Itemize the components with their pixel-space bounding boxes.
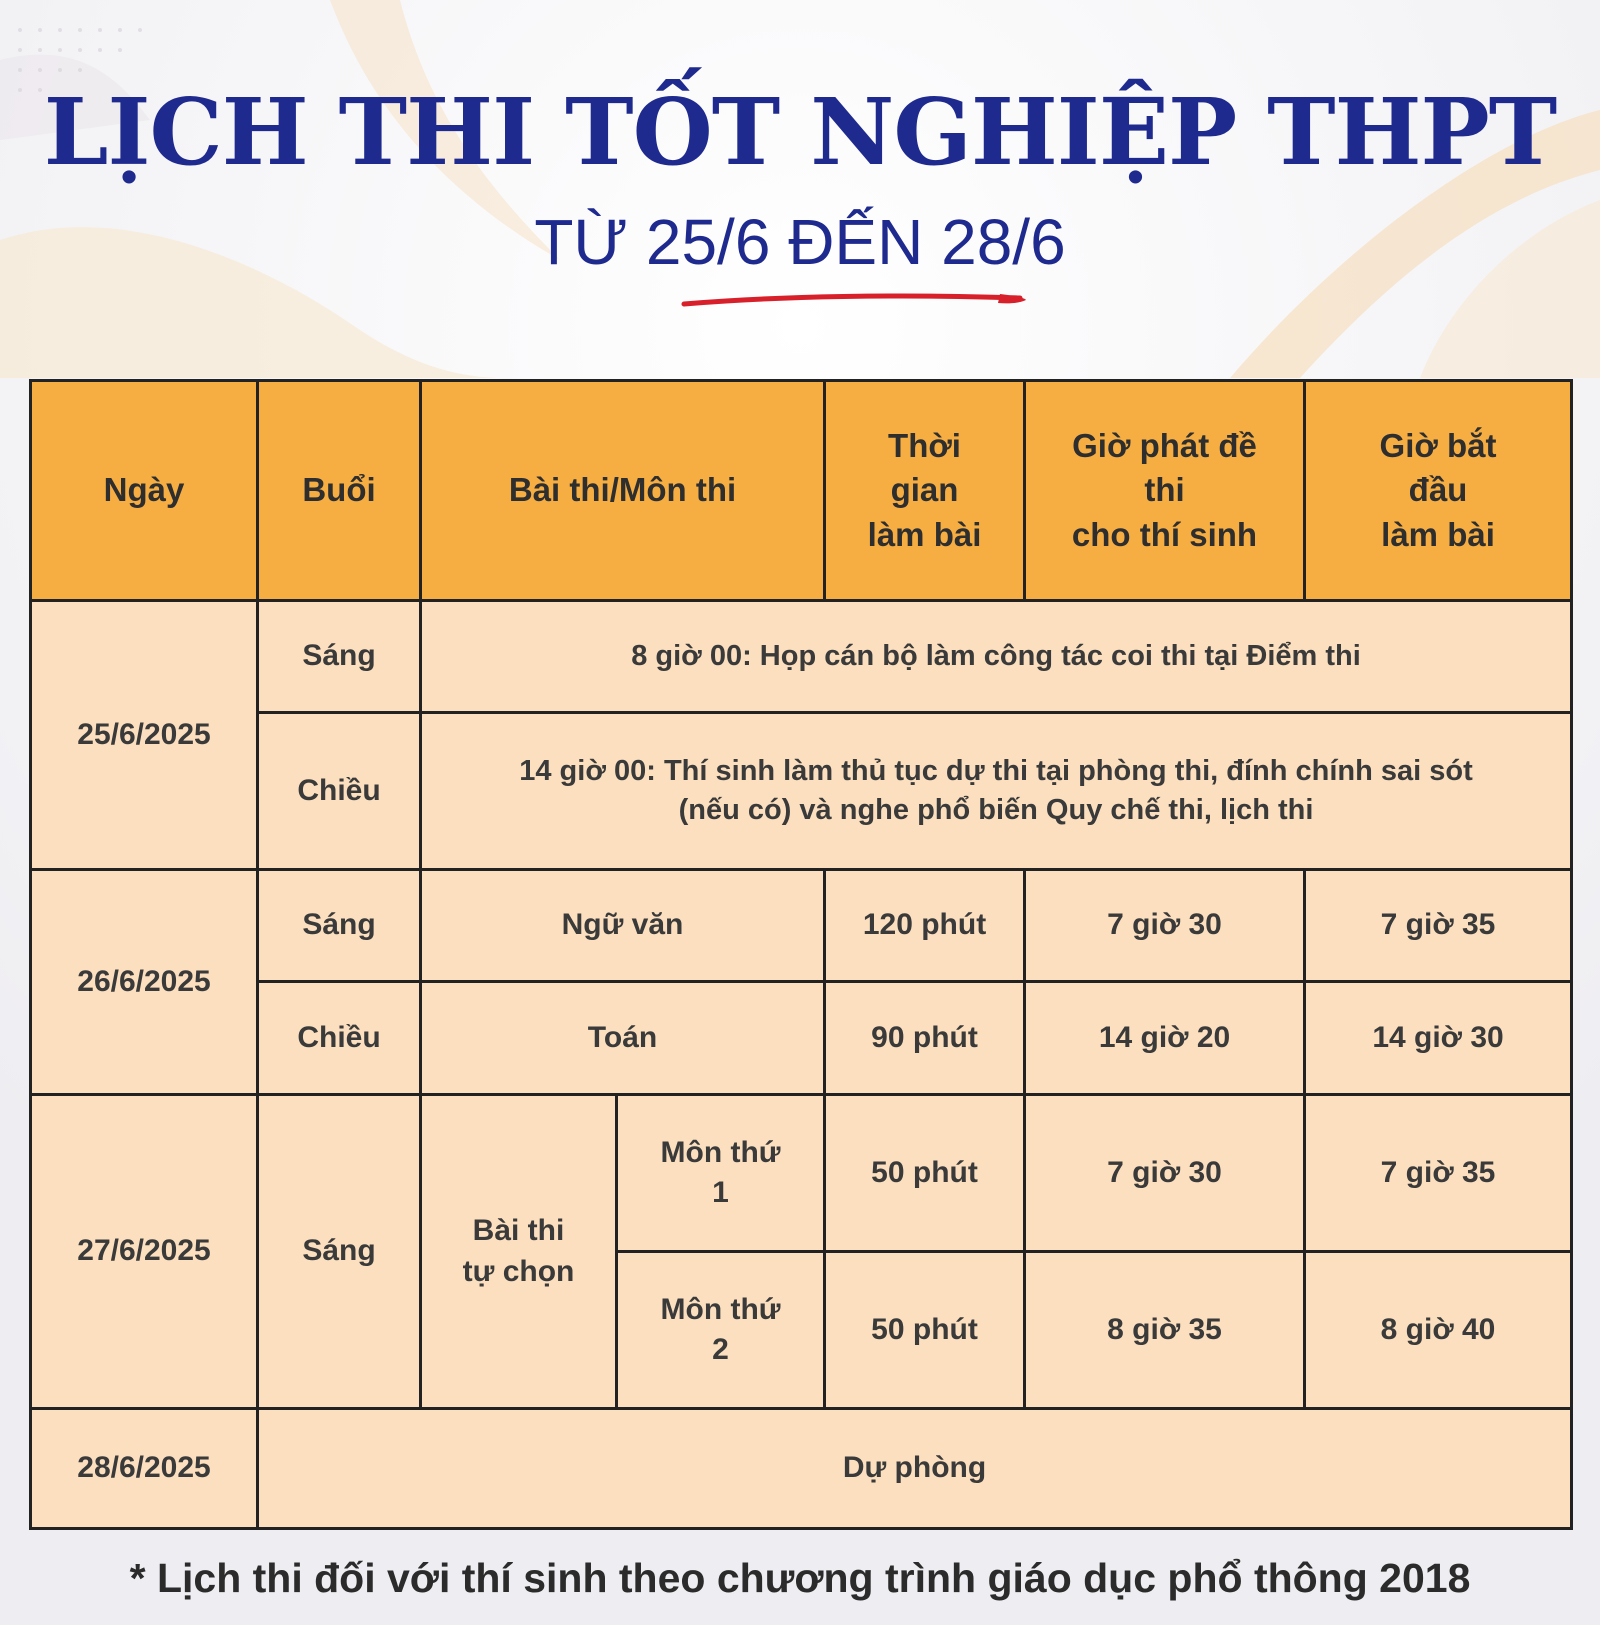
start-time-cell: 8 giờ 40: [1305, 1252, 1572, 1409]
table-row: [31, 982, 1572, 1095]
header-start-time: Giờ bắt đầu làm bài: [1305, 381, 1572, 601]
session-cell: Sáng: [258, 601, 421, 713]
session-cell: Sáng: [258, 870, 421, 982]
subject-cell: Ngữ văn: [421, 870, 825, 982]
subject-cell: Môn thứ 1: [617, 1095, 825, 1252]
start-time-cell: 14 giờ 30: [1305, 982, 1572, 1095]
header-paper-time: Giờ phát đề thi cho thí sinh: [1025, 381, 1305, 601]
duration-cell: 50 phút: [825, 1252, 1025, 1409]
start-time-cell: 7 giờ 35: [1305, 870, 1572, 982]
note-cell: 8 giờ 00: Họp cán bộ làm công tác coi thi tại Điểm thi: [421, 601, 1572, 713]
header-duration: Thời gian làm bài: [825, 381, 1025, 601]
page-title: LỊCH THI TỐT NGHIỆP THPT: [43, 78, 1557, 186]
paper-time-cell: 8 giờ 35: [1025, 1252, 1305, 1409]
date-cell: 27/6/2025: [31, 1095, 258, 1409]
note-cell: Dự phòng: [258, 1409, 1572, 1529]
table-row: [31, 870, 1572, 982]
header-session: Buổi: [258, 381, 421, 601]
exam-schedule-table: [29, 379, 1573, 1530]
paper-time-cell: 7 giờ 30: [1025, 870, 1305, 982]
table-row: [31, 713, 1572, 870]
session-cell: Chiều: [258, 713, 421, 870]
paper-time-cell: 7 giờ 30: [1025, 1095, 1305, 1252]
footnote: * Lịch thi đối với thí sinh theo chương trình giáo dục phổ thông 2018: [129, 1555, 1471, 1601]
table-row: [31, 1409, 1572, 1529]
paper-time-cell: 14 giờ 20: [1025, 982, 1305, 1095]
session-cell: Sáng: [258, 1095, 421, 1409]
header-subject: Bài thi/Môn thi: [421, 381, 825, 601]
subject-cell: Toán: [421, 982, 825, 1095]
session-cell: Chiều: [258, 982, 421, 1095]
duration-cell: 120 phút: [825, 870, 1025, 982]
table-row: [31, 601, 1572, 713]
header-day: Ngày: [31, 381, 258, 601]
header-row: [31, 381, 1572, 601]
decorative-underline: [680, 288, 1030, 318]
duration-cell: 90 phút: [825, 982, 1025, 1095]
table-row: [31, 1095, 1572, 1252]
subject-cell: Môn thứ 2: [617, 1252, 825, 1409]
date-cell: 25/6/2025: [31, 601, 258, 870]
subject-group-cell: Bài thi tự chọn: [421, 1095, 617, 1409]
date-cell: 28/6/2025: [31, 1409, 258, 1529]
note-cell: 14 giờ 00: Thí sinh làm thủ tục dự thi tại phòng thi, đính chính sai sót (nếu có) và nghe phổ biến Quy chế thi, lịch thi: [421, 713, 1572, 870]
start-time-cell: 7 giờ 35: [1305, 1095, 1572, 1252]
date-cell: 26/6/2025: [31, 870, 258, 1095]
page-subtitle: TỪ 25/6 ĐẾN 28/6: [534, 206, 1066, 278]
duration-cell: 50 phút: [825, 1095, 1025, 1252]
